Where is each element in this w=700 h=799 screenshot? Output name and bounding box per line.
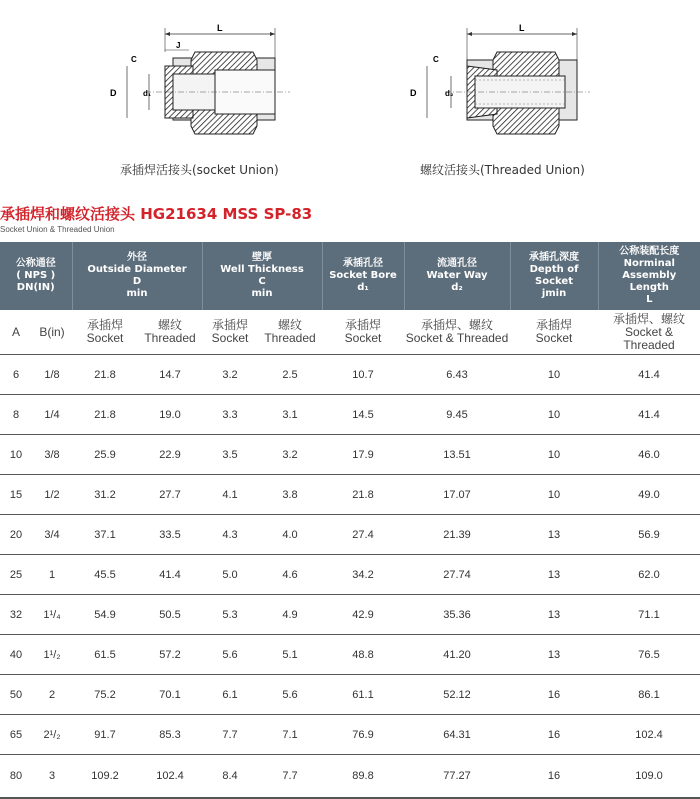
table-cell: 46.0 (598, 435, 700, 475)
header-water-way: 流通孔径 Water Way d₂ (404, 242, 510, 310)
table-cell: 61.1 (322, 675, 404, 715)
table-cell: 3 (32, 755, 72, 799)
table-cell: 4.0 (258, 515, 322, 555)
dim-l-label: L (519, 23, 525, 33)
table-cell: 86.1 (598, 675, 700, 715)
table-cell: 91.7 (72, 715, 138, 755)
subheader-cell: 承插焊、螺纹 Socket & Threaded (598, 310, 700, 355)
header-socket-bore: 承插孔径 Socket Bore d₁ (322, 242, 404, 310)
threaded-union-drawing (405, 0, 605, 140)
table-cell: 2.5 (258, 355, 322, 395)
table-cell: 17.07 (404, 475, 510, 515)
table-cell: 6.1 (202, 675, 258, 715)
table-cell: 6 (0, 355, 32, 395)
table-cell: 21.39 (404, 515, 510, 555)
table-row (0, 635, 700, 675)
table-cell: 102.4 (138, 755, 202, 799)
table-row (0, 475, 700, 515)
table-row (0, 355, 700, 395)
table-row (0, 515, 700, 555)
table-cell: 3.2 (202, 355, 258, 395)
table-cell: 57.2 (138, 635, 202, 675)
table-cell: 1/2 (32, 475, 72, 515)
table-cell: 20 (0, 515, 32, 555)
table-cell: 10.7 (322, 355, 404, 395)
table-cell: 52.12 (404, 675, 510, 715)
table-cell: 1 (32, 555, 72, 595)
table-cell: 2¹/₂ (32, 715, 72, 755)
subheader-cell: B(in) (32, 310, 72, 355)
table-row (0, 395, 700, 435)
table-cell: 7.7 (258, 755, 322, 799)
table-cell: 109.0 (598, 755, 700, 799)
table-cell: 34.2 (322, 555, 404, 595)
table-cell: 1/4 (32, 395, 72, 435)
header-wall-thickness: 壁厚 Well Thickness C min (202, 242, 322, 310)
table-cell: 10 (0, 435, 32, 475)
table-cell: 19.0 (138, 395, 202, 435)
socket-union-caption: 承插焊活接头(socket Union) (120, 163, 279, 177)
table-cell: 27.74 (404, 555, 510, 595)
subheader-cell: 螺纹 Threaded (138, 310, 202, 355)
subheader-cell: A (0, 310, 32, 355)
table-cell: 31.2 (72, 475, 138, 515)
table-cell: 48.8 (322, 635, 404, 675)
dim-c-label: C (433, 55, 439, 64)
table-cell: 3/8 (32, 435, 72, 475)
table-cell: 25 (0, 555, 32, 595)
table-cell: 7.7 (202, 715, 258, 755)
table-body (0, 355, 700, 799)
table-cell: 41.4 (598, 355, 700, 395)
table-cell: 5.6 (202, 635, 258, 675)
header-outside-diameter: 外径 Outside Diameter D min (72, 242, 202, 310)
table-cell: 102.4 (598, 715, 700, 755)
table-cell: 16 (510, 675, 598, 715)
page-subtitle: Socket Union & Threaded Union (0, 225, 115, 234)
table-cell: 5.6 (258, 675, 322, 715)
table-cell: 13 (510, 635, 598, 675)
dim-d1-label: d₁ (143, 89, 152, 98)
header-depth-of-socket: 承插孔深度 Depth of Socket jmin (510, 242, 598, 310)
table-cell: 85.3 (138, 715, 202, 755)
table-cell: 76.5 (598, 635, 700, 675)
table-cell: 10 (510, 475, 598, 515)
table-cell: 3.5 (202, 435, 258, 475)
table-cell: 40 (0, 635, 32, 675)
table-cell: 21.8 (322, 475, 404, 515)
table-cell: 9.45 (404, 395, 510, 435)
table-cell: 4.1 (202, 475, 258, 515)
table-cell: 17.9 (322, 435, 404, 475)
table-cell: 2 (32, 675, 72, 715)
table-cell: 3.8 (258, 475, 322, 515)
table-cell: 33.5 (138, 515, 202, 555)
table-cell: 1¹/₄ (32, 595, 72, 635)
spec-table (0, 242, 700, 799)
dim-j-label: J (176, 41, 181, 50)
table-cell: 10 (510, 395, 598, 435)
table-row (0, 435, 700, 475)
table-cell: 89.8 (322, 755, 404, 799)
table-cell: 16 (510, 755, 598, 799)
table-cell: 77.27 (404, 755, 510, 799)
table-cell: 4.6 (258, 555, 322, 595)
table-cell: 76.9 (322, 715, 404, 755)
table-cell: 62.0 (598, 555, 700, 595)
table-cell: 10 (510, 435, 598, 475)
table-cell: 14.5 (322, 395, 404, 435)
table-cell: 13 (510, 515, 598, 555)
table-cell: 49.0 (598, 475, 700, 515)
table-cell: 5.0 (202, 555, 258, 595)
page-title: 承插焊和螺纹活接头 HG21634 MSS SP-83 (0, 205, 313, 223)
table-cell: 3.1 (258, 395, 322, 435)
subheader-cell: 承插焊、螺纹 Socket & Threaded (404, 310, 510, 355)
table-cell: 21.8 (72, 355, 138, 395)
table-cell: 7.1 (258, 715, 322, 755)
subheader-row (0, 310, 700, 355)
subheader-cell: 承插焊 Socket (510, 310, 598, 355)
table-cell: 75.2 (72, 675, 138, 715)
table-cell: 13 (510, 595, 598, 635)
dim-c-label: C (131, 55, 137, 64)
table-row (0, 595, 700, 635)
table-cell: 54.9 (72, 595, 138, 635)
table-cell: 5.3 (202, 595, 258, 635)
table-cell: 37.1 (72, 515, 138, 555)
table-cell: 8.4 (202, 755, 258, 799)
table-cell: 64.31 (404, 715, 510, 755)
dim-d-label: D (110, 88, 117, 98)
table-cell: 13 (510, 555, 598, 595)
table-cell: 14.7 (138, 355, 202, 395)
table-cell: 32 (0, 595, 32, 635)
table-cell: 13.51 (404, 435, 510, 475)
table-cell: 21.8 (72, 395, 138, 435)
threaded-union-caption: 螺纹活接头(Threaded Union) (420, 163, 585, 177)
dim-d2-label: d₂ (445, 89, 454, 98)
table-cell: 22.9 (138, 435, 202, 475)
header-nominal-size: 公称通径 ( NPS ) DN(IN) (0, 242, 72, 310)
table-cell: 25.9 (72, 435, 138, 475)
table-cell: 109.2 (72, 755, 138, 799)
table-cell: 61.5 (72, 635, 138, 675)
table-cell: 41.4 (598, 395, 700, 435)
table-cell: 8 (0, 395, 32, 435)
table-cell: 41.20 (404, 635, 510, 675)
table-row (0, 755, 700, 799)
subheader-cell: 承插焊 Socket (72, 310, 138, 355)
table-cell: 3/4 (32, 515, 72, 555)
table-cell: 10 (510, 355, 598, 395)
table-row (0, 555, 700, 595)
table-cell: 80 (0, 755, 32, 799)
subheader-cell: 螺纹 Threaded (258, 310, 322, 355)
header-row (0, 242, 700, 310)
table-cell: 71.1 (598, 595, 700, 635)
dim-d-label: D (410, 88, 417, 98)
table-cell: 16 (510, 715, 598, 755)
table-cell: 35.36 (404, 595, 510, 635)
table-row (0, 675, 700, 715)
table-cell: 6.43 (404, 355, 510, 395)
table-cell: 65 (0, 715, 32, 755)
table-cell: 41.4 (138, 555, 202, 595)
table-cell: 5.1 (258, 635, 322, 675)
table-cell: 70.1 (138, 675, 202, 715)
diagram-area (0, 0, 700, 195)
subheader-cell: 承插焊 Socket (202, 310, 258, 355)
table-cell: 1/8 (32, 355, 72, 395)
table-cell: 15 (0, 475, 32, 515)
subheader-cell: 承插焊 Socket (322, 310, 404, 355)
table-cell: 3.3 (202, 395, 258, 435)
dim-l-label: L (217, 23, 223, 33)
table-cell: 42.9 (322, 595, 404, 635)
table-cell: 27.7 (138, 475, 202, 515)
table-cell: 56.9 (598, 515, 700, 555)
header-assembly-length: 公称装配长度 Norminal Assembly Length L (598, 242, 700, 310)
socket-union-drawing (105, 0, 305, 140)
table-cell: 50 (0, 675, 32, 715)
table-cell: 4.9 (258, 595, 322, 635)
table-cell: 4.3 (202, 515, 258, 555)
table-cell: 50.5 (138, 595, 202, 635)
table-cell: 27.4 (322, 515, 404, 555)
table-cell: 45.5 (72, 555, 138, 595)
table-row (0, 715, 700, 755)
table-cell: 1¹/₂ (32, 635, 72, 675)
table-cell: 3.2 (258, 435, 322, 475)
